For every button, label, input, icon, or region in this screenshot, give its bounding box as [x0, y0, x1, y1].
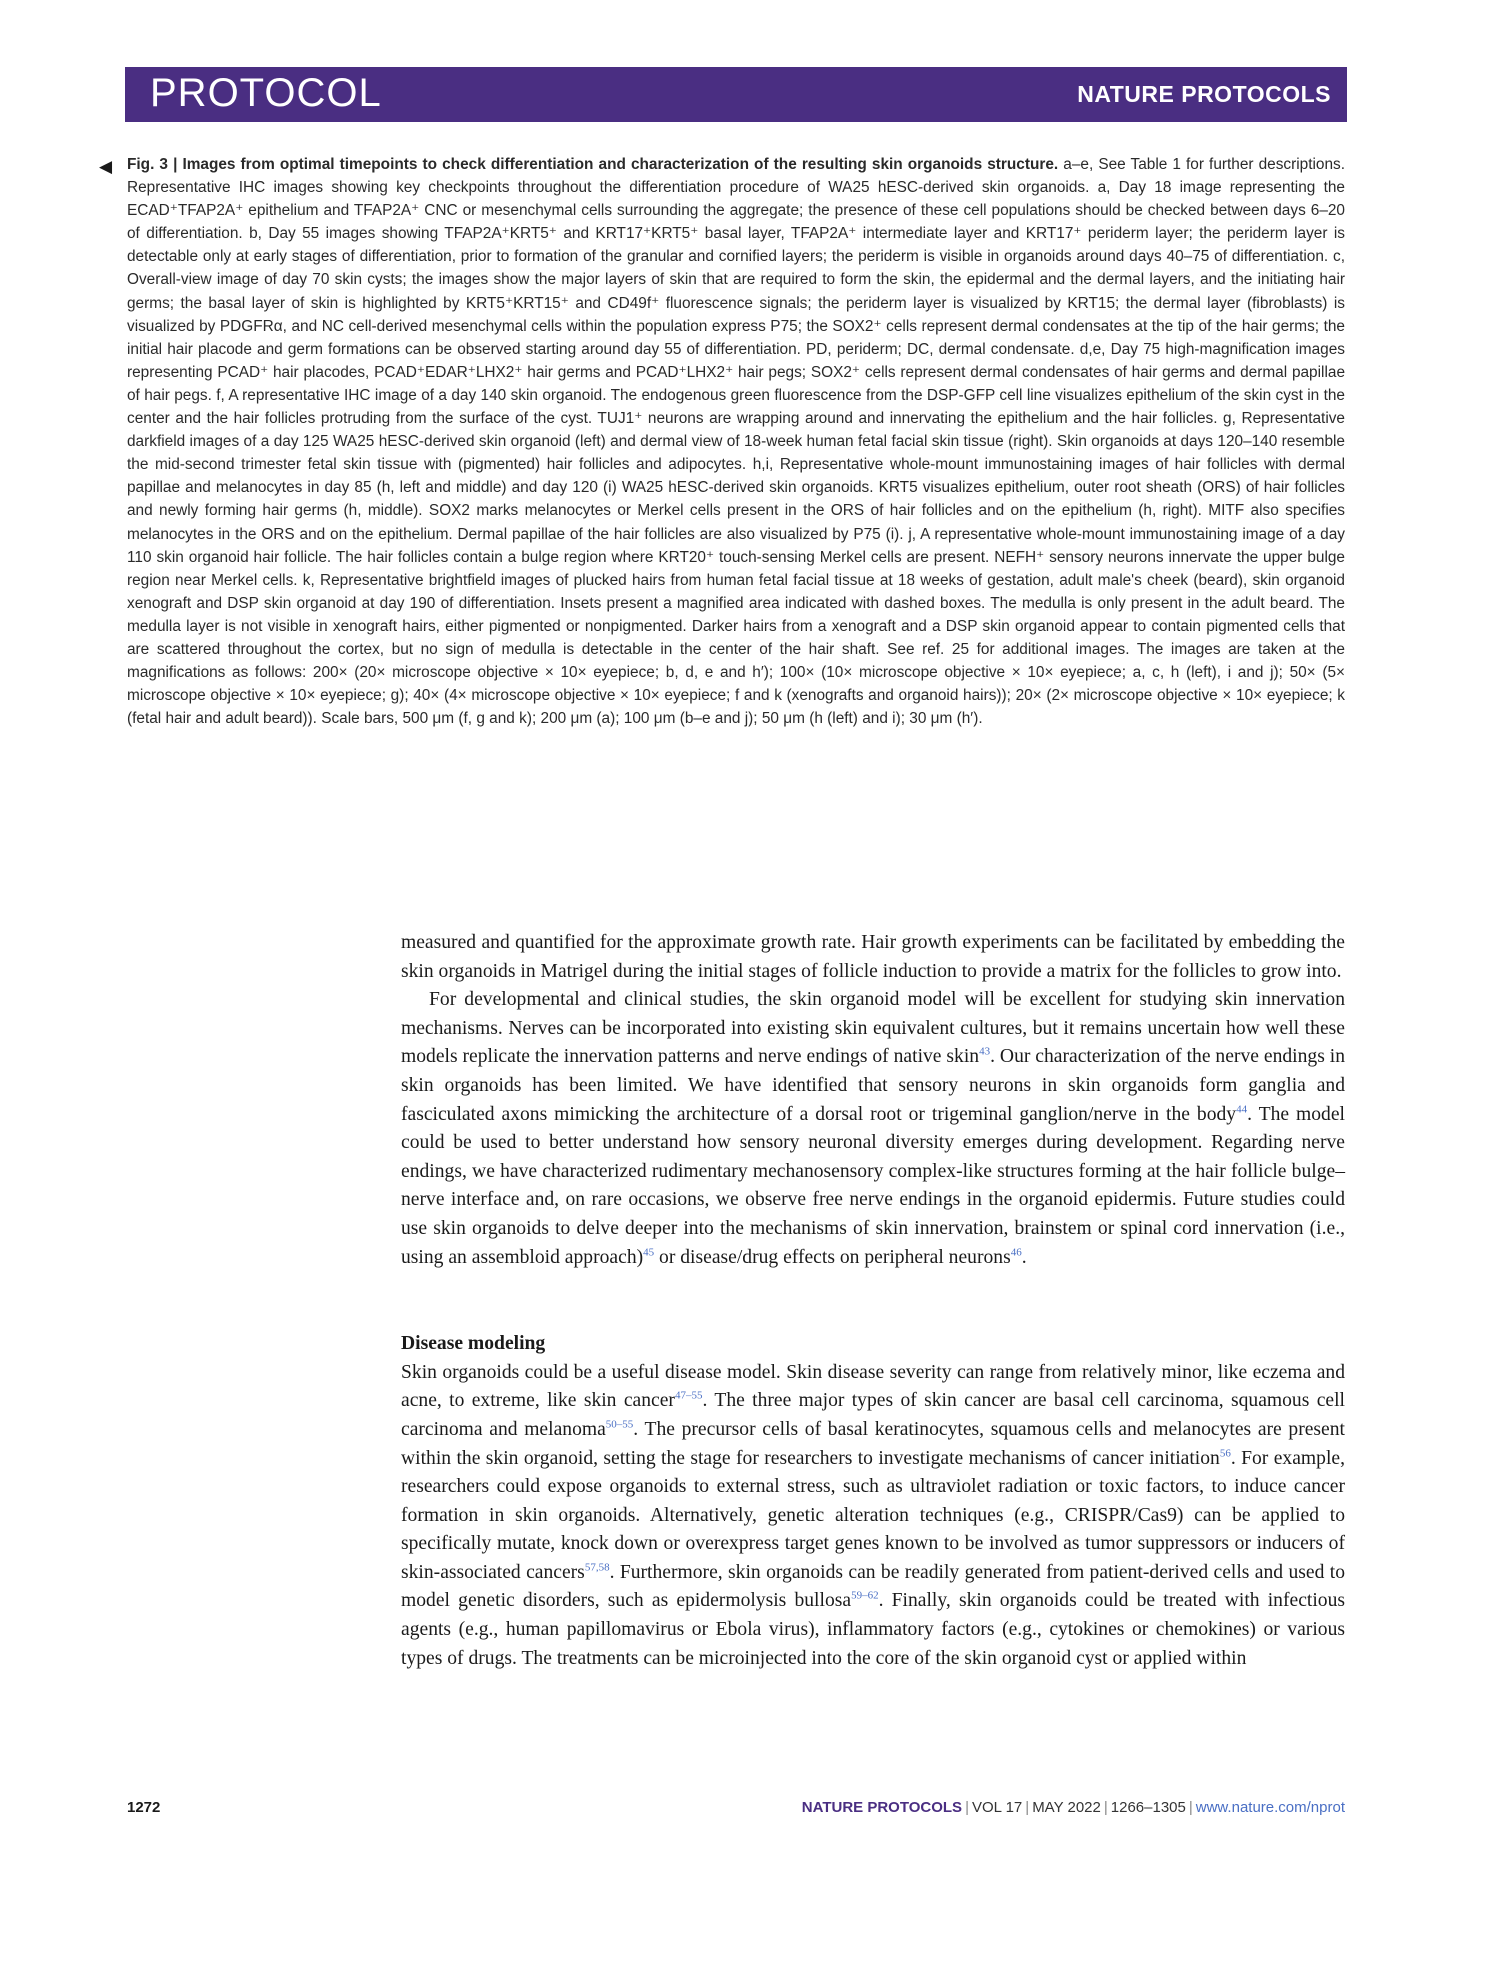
footer-volume: VOL 17 — [971, 1799, 1023, 1816]
main-text — [401, 929, 1345, 1673]
ref-link[interactable]: 45 — [643, 1246, 655, 1258]
ref-link[interactable]: 47–55 — [674, 1389, 703, 1402]
footer-url[interactable]: www.nature.com/nprot — [1195, 1799, 1345, 1816]
section-heading: Disease modeling — [401, 1333, 546, 1355]
journal-info: NATURE PROTOCOLS | VOL 17 | MAY 2022 | 1266–1305 | www.nature.com/nprot — [801, 1799, 1345, 1816]
journal-name: NATURE PROTOCOLS — [1077, 81, 1331, 107]
arrow-left-icon: ◀ — [99, 157, 113, 176]
section-label: PROTOCOL — [150, 71, 382, 115]
ref-link[interactable]: 46 — [1010, 1246, 1022, 1258]
figure-caption — [99, 153, 1345, 730]
ref-link[interactable]: 43 — [979, 1045, 991, 1058]
ref-link[interactable]: 44 — [1236, 1103, 1248, 1116]
footer-journal: NATURE PROTOCOLS — [801, 1799, 963, 1816]
ref-link[interactable]: 57,58 — [584, 1561, 610, 1574]
caption-label: Fig. 3 | Images from optimal timepoints to check differentiation and characterization of the resulting skin organoids structure. — [127, 156, 1059, 173]
page-footer — [127, 1799, 1345, 1823]
paragraph-1: measured and quantified for the approximate growth rate. Hair growth experiments can be facilitated by embedding the skin organoids in Matrigel during the initial stages of follicle induction to provide a matrix for the follicles to grow into. — [401, 932, 1345, 982]
header-banner — [125, 67, 1347, 122]
ref-link[interactable]: 50–55 — [605, 1418, 634, 1431]
footer-date: MAY 2022 — [1032, 1799, 1101, 1816]
ref-link[interactable]: 56 — [1219, 1446, 1231, 1459]
paragraph-3: Skin organoids could be a useful disease model. Skin disease severity can range from relatively minor, like eczema and acne, to extreme, like skin cancer$^{47-55}$. The three major types of skin cancer are basal cell carcinoma, squamous cell carcinoma and melanoma$^{50-55}$. The precursor cells of basal keratinocytes, squamous cells and melanocytes are present within the skin organoid, setting the stage for researchers to investigate mechanisms of cancer initiation$^{56}$. For example, researchers could expose organoids to external stress, such as ultraviolet radiation or toxic factors, to induce cancer formation in skin organoids. Alternatively, genetic alteration techniques (e.g., CRISPR/Cas9) can be applied to specifically mutate, knock down or overexpress target genes known to be involved as tumor suppressors or inducers of skin-associated cancers$^{57,58}$. Furthermore, skin organoids can be readily generated from patient-derived cells and used to model genetic disorders, such as epidermolysis bullosa$^{59-62}$. Finally, skin organoids could be treated with infectious agents (e.g., human papillomavirus or Ebola virus), inflammatory factors (e.g., cytokines or chemokines) or various types of drugs. The treatments can be microinjected into the core of the skin organoid cyst or applied within — [401, 1361, 1345, 1669]
page-number: 1272 — [127, 1799, 161, 1816]
ref-link[interactable]: 59–62 — [851, 1589, 879, 1602]
footer-pages: 1266–1305 — [1110, 1799, 1186, 1816]
caption-text: a–e, See Table 1 for further descriptions. Representative IHC images showing key checkpoints throughout the differentiation procedure of WA25 hESC-derived skin organoids. a, Day 18 image representing the ECAD⁺TFAP2A⁺ epithelium and TFAP2A⁺ CNC or mesenchymal cells surrounding the aggregate; the presence of these cell populations should be checked between days 6–20 of differentiation. b, Day 55 images showing TFAP2A⁺KRT5⁺ and KRT17⁺KRT5⁺ basal layer, TFAP2A⁺ intermediate layer and KRT17⁺ periderm layer; the periderm layer is detectable only at early stages of differentiation, prior to formation of the granular and cornified layers; the periderm is visible in organoids around days 40–75 of differentiation. c, Overall-view image of day 70 skin cysts; the images show the major layers of skin that are required to form the skin, the epidermal and the dermal layers, and the initiating hair germs; the basal layer of skin is highlighted by KRT5⁺KRT15⁺ and CD49f⁺ fluorescence signals; the periderm layer is visualized by KRT15; the dermal layer (fibroblasts) is visualized by PDGFRα, and NC cell-derived mesenchymal cells within the population express P75; the SOX2⁺ cells represent dermal condensates at the tip of the hair germs; the initial hair placode and germ formations can be observed starting around day 55 of differentiation. PD, periderm; DC, dermal condensate. d,e, Day 75 high-magnification images representing PCAD⁺ hair placodes, PCAD⁺EDAR⁺LHX2⁺ hair germs and PCAD⁺LHX2⁺ hair pegs; SOX2⁺ cells represent dermal condensates of hair germs and dermal papillae of hair pegs. f, A representative IHC image of a day 140 skin organoid. The endogenous green fluorescence from the DSP-GFP cell line visualizes epithelium of the skin cyst in the center and the hair follicles protruding from the surface of the cyst. TUJ1⁺ neurons are wrapping around and innervating the epithelium and the hair follicles. g, Representative darkfield images of a day 125 WA25 hESC-derived skin organoid (left) and dermal view of 18-week human fetal facial skin tissue (right). Skin organoids at days 120–140 resemble the mid-second trimester fetal skin tissue with (pigmented) hair follicles and adipocytes. h,i, Representative whole-mount immunostaining images of hair follicles with dermal papillae and melanocytes in day 85 (h, left and middle) and day 120 (i) WA25 hESC-derived skin organoids. KRT5 visualizes epithelium, outer root sheath (ORS) of hair follicles and newly forming hair germs (h, middle). SOX2 marks melanocytes or Merkel cells present in the ORS of hair follicles and on the epithelium (h, right). MITF also specifies melanocytes in the ORS and on the epithelium. Dermal papillae of the hair follicles are also visualized by P75 (i). j, A representative whole-mount immunostaining image of a day 110 skin organoid hair follicle. The hair follicles contain a bulge region where KRT20⁺ touch-sensing Merkel cells are present. NEFH⁺ sensory neurons innervate the upper bulge region near Merkel cells. k, Representative brightfield images of plucked hairs from human fetal facial tissue at 18 weeks of gestation, adult male's cheek (beard), skin organoid xenograft and DSP skin organoid at day 190 of differentiation. Insets present a magnified area indicated with dashed boxes. The medulla is only present in the adult beard. The medulla layer is not visible in xenograft hairs, either pigmented or nonpigmented. Darker hairs from a xenograft and a DSP skin organoid appear to contain pigmented cells that are scattered throughout the cortex, but no sign of medulla is detectable in the center of the hair shaft. See ref. 25 for additional images. The images are taken at the magnifications as follows: 200× (20× microscope objective × 10× eyepiece; b, d, e and h′); 100× (10× microscope objective × 10× eyepiece; a, c, h (left), i and j); 50× (5× microscope objective × 10× eyepiece; g); 40× (4× microscope objective × 10× eyepiece; f and k (xenografts and organoid hairs)); 20× (2× microscope objective × 10× eyepiece; k (fetal hair and adult beard)). Scale bars, 500 μm (f, g and k); 200 μm (a); 100 μm (b–e and j); 50 μm (h (left) and i); 30 μm (h′). — [127, 156, 1345, 728]
paragraph-2: For developmental and clinical studies, the skin organoid model will be excellent for studying skin innervation mechanisms. Nerves can be incorporated into existing skin equivalent cultures, but it remains uncertain how well these models replicate the innervation patterns and nerve endings of native skin$^{43}$. Our characterization of the nerve endings in skin organoids has been limited. We have identified that sensory neurons in skin organoids form ganglia and fasciculated axons mimicking the architecture of a dorsal root or trigeminal ganglion/nerve in the body$^{44}$. The model could be used to better understand how sensory neuronal diversity emerges during development. Regarding nerve endings, we have characterized rudimentary mechanosensory complex-like structures forming at the hair follicle bulge–nerve interface and, on rare occasions, we observe free nerve endings in the organoid epidermis. Future studies could use skin organoids to delve deeper into the mechanisms of skin innervation, brainstem or spinal cord innervation (i.e., using an assembloid approach)$^{45}$ or disease/drug effects on peripheral neurons$^{46}$. — [401, 989, 1345, 1268]
